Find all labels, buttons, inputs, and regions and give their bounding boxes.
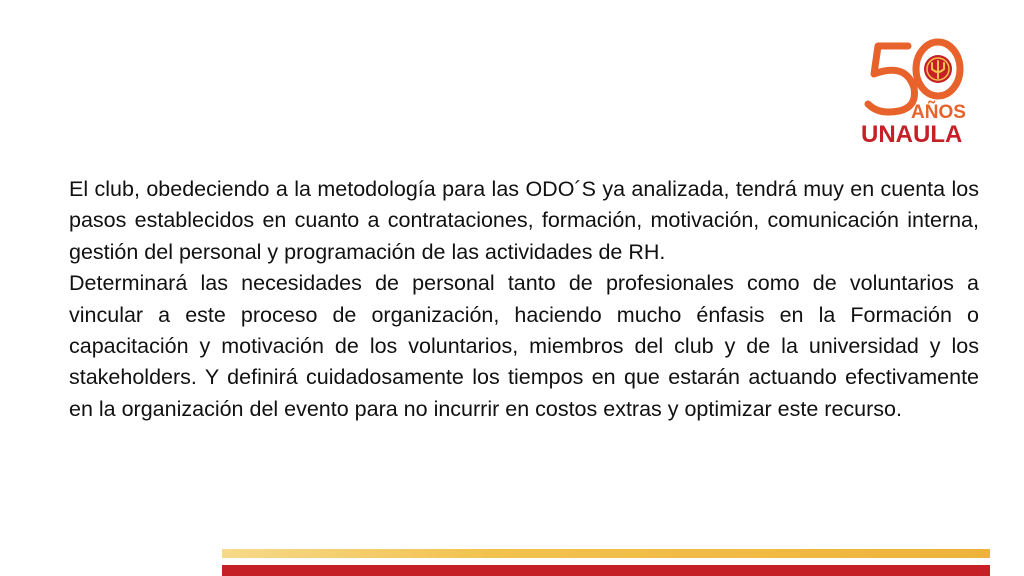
footer-red-bar: [222, 565, 990, 576]
svg-text:AÑOS: AÑOS: [911, 102, 966, 123]
paragraph-personnel-needs: Determinará las necesidades de personal tanto de profesionales como de voluntarios a vincular a este proceso de organización, haciendo mucho énfasis en la Formación o capacitación y motivación de los voluntarios, miembros del club y de la universidad y los stakeholders. Y definirá cuidadosamente los tiempos en que estarán actuando efectivamente en la organización del evento para no incurrir en costos extras y optimizar este recurso.: [69, 271, 979, 421]
unaula-50-anos-logo: [858, 38, 974, 146]
footer-yellow-bar: [222, 549, 990, 558]
svg-text:UNAULA: UNAULA: [861, 121, 963, 146]
body-text: [69, 174, 979, 425]
paragraph-club-methodology: El club, obedeciendo a la metodología para las ODO´S ya analizada, tendrá muy en cuenta los pasos establecidos en cuanto a contrataciones, formación, motivación, comunicación interna, gestión del personal y programación de las actividades de RH.: [69, 177, 979, 264]
